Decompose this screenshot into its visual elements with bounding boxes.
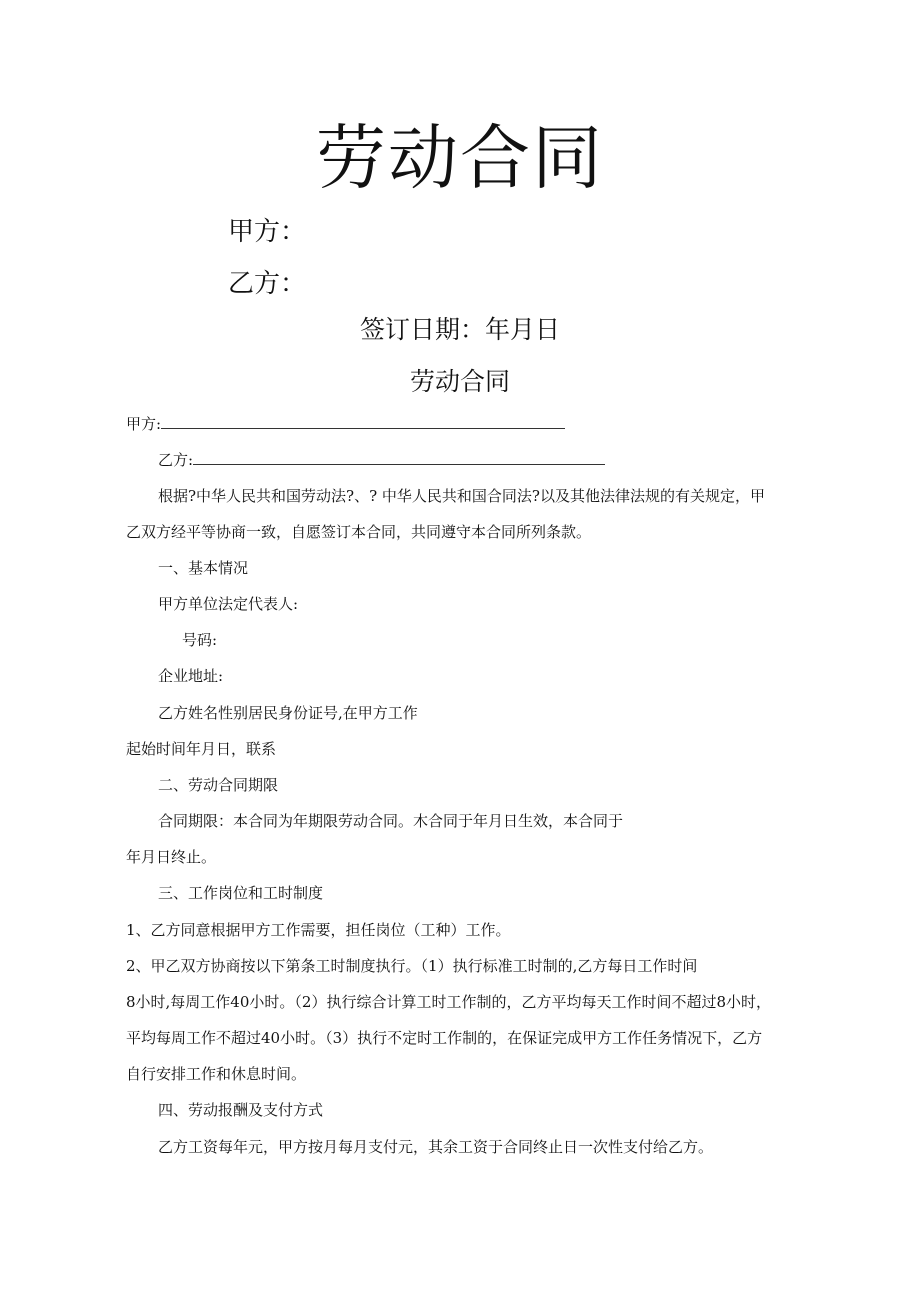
- party-a-line: [126, 414, 565, 434]
- party-b-label: 乙方:: [158, 451, 194, 469]
- item-2-line-4: 自行安排工作和休息时间。: [126, 1065, 307, 1083]
- party-a-label: 甲方:: [126, 415, 162, 433]
- phone-number: 号码:: [182, 631, 218, 649]
- preamble-line-2: 乙双方经平等协商一致，自愿签订本合同，共同遵守本合同所列条款。: [126, 523, 592, 541]
- contract-subtitle: 劳动合同: [409, 367, 510, 396]
- contract-title: 劳动合同: [316, 117, 604, 199]
- section-2-title: 二、劳动合同期限: [158, 776, 279, 794]
- sign-date: 签订日期：年月日: [359, 315, 560, 344]
- contract-term-line-1: 合同期限：本合同为年期限劳动合同。木合同于年月日生效，本合同于: [158, 812, 624, 830]
- payment-terms: 乙方工资每年元，甲方按月每月支付元，其余工资于合同终止日一次性支付给乙方。: [158, 1138, 714, 1156]
- party-a-heading: 甲方：: [228, 217, 307, 247]
- item-2-line-1: 2、甲乙双方协商按以下第条工时制度执行。（1）执行标准工时制的,乙方每日工作时间: [126, 957, 698, 975]
- section-1-title: 一、基本情况: [158, 559, 249, 577]
- item-1: 1、乙方同意根据甲方工作需要，担任岗位（工种）工作。: [126, 921, 511, 939]
- item-2-line-2: 8小时,每周工作40小时。（2）执行综合计算工时工作制的，乙方平均每天工作时间不超过8小时，: [126, 993, 771, 1011]
- party-a-blank: [161, 414, 565, 429]
- party-b-heading: 乙方：: [228, 269, 307, 299]
- party-b-blank: [193, 450, 605, 465]
- start-time: 起始时间年月日，联系: [126, 740, 277, 758]
- section-3-title: 三、工作岗位和工时制度: [158, 884, 324, 902]
- preamble-line-1: 根据?中华人民共和国劳动法?、? 中华人民共和国合同法?以及其他法律法规的有关规定，甲: [158, 487, 765, 505]
- item-2-line-3: 平均每周工作不超过40小时。（3）执行不定时工作制的，在保证完成甲方工作任务情况下，乙方: [126, 1029, 763, 1047]
- contract-term-line-2: 年月日终止。: [126, 848, 217, 866]
- company-address: 企业地址:: [158, 667, 224, 685]
- party-b-info: 乙方姓名性别居民身份证号,在甲方工作: [158, 704, 418, 722]
- party-b-line: [158, 450, 605, 470]
- section-4-title: 四、劳动报酬及支付方式: [158, 1101, 324, 1119]
- legal-representative: 甲方单位法定代表人:: [158, 595, 299, 613]
